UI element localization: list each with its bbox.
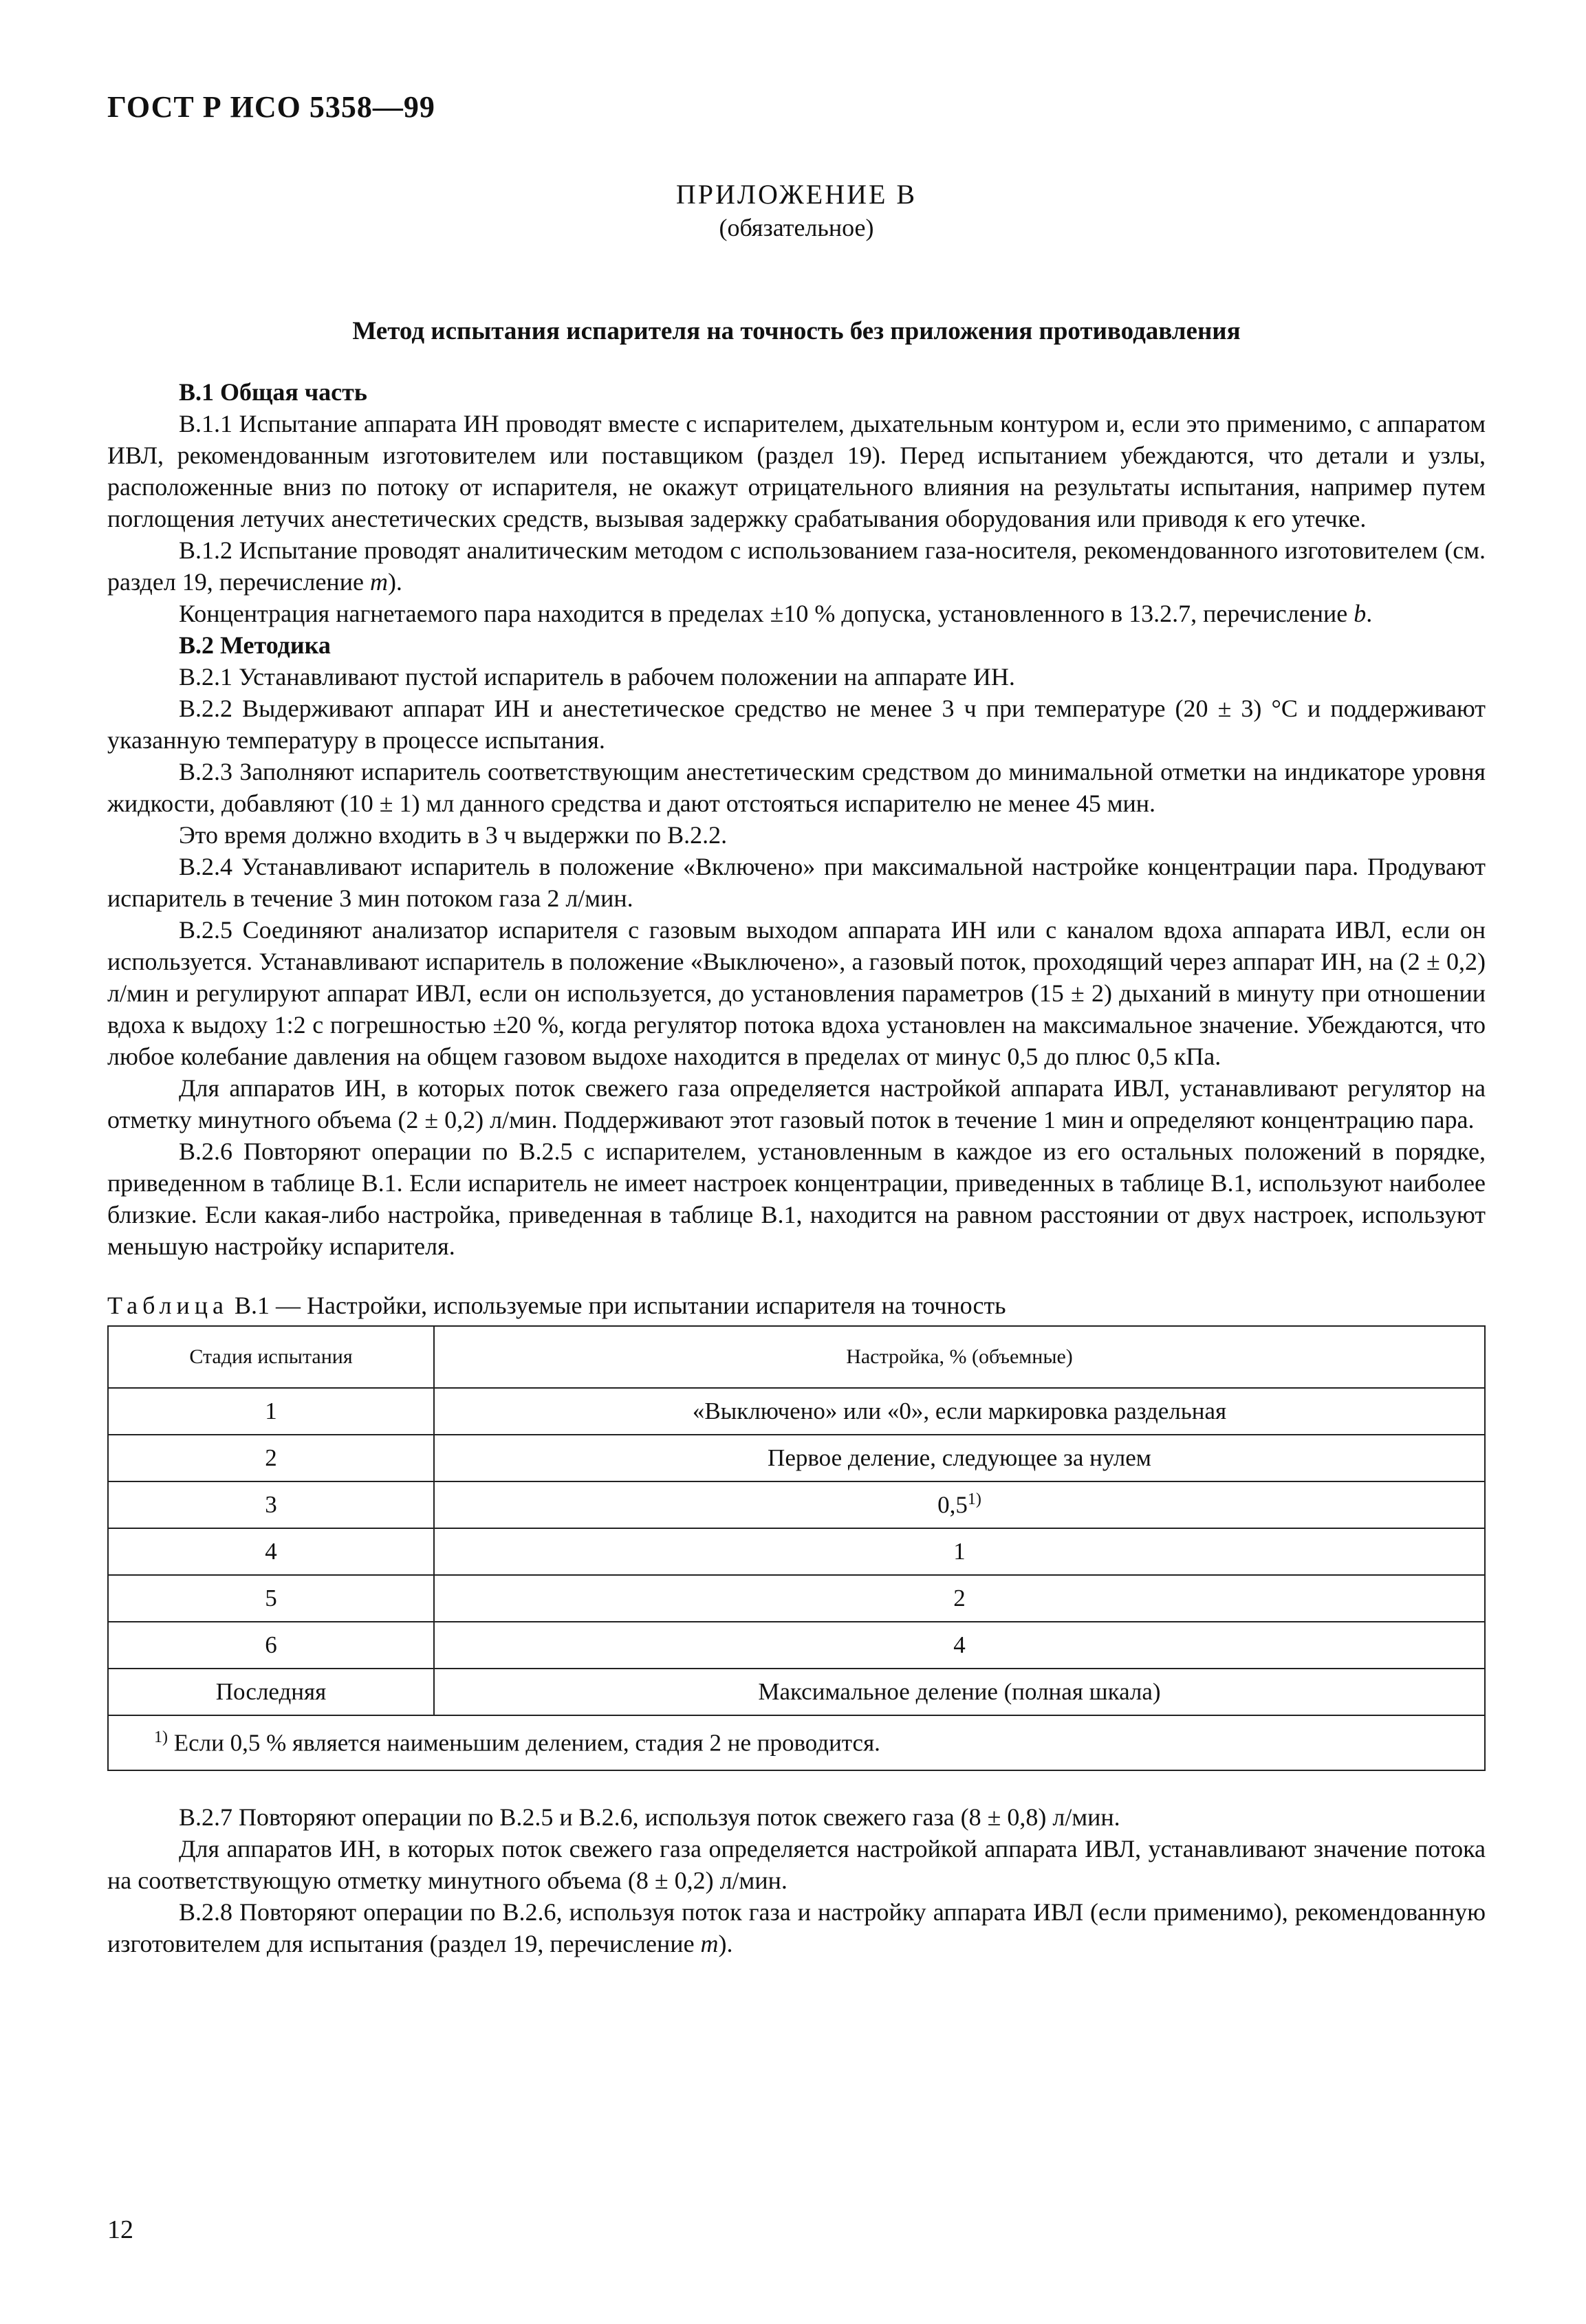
- table-footnote: [108, 1715, 1485, 1770]
- appendix-heading: Метод испытания испарителя на точность без приложения противодавления: [352, 317, 1241, 345]
- table-cell-stage: 2: [108, 1435, 434, 1481]
- table-footnote-row: [108, 1715, 1485, 1770]
- paragraph-b28: [107, 1896, 1486, 1959]
- table-cell-setting: Максимальное деление (полная шкала): [434, 1669, 1485, 1715]
- table-header-stage: Стадия испытания: [108, 1326, 434, 1388]
- paragraph-b28-end: ).: [718, 1930, 733, 1957]
- table-cell-stage: Последняя: [108, 1669, 434, 1715]
- paragraph-b25-ivl: Для аппаратов ИН, в которых поток свежего газа определяется настройкой аппарата ИВЛ, устанавливают регулятор на отметку минутного объема (2 ± 0,2) л/мин. Поддерживают этот газовый поток в течение 1 мин и определяют концентрацию пара.: [107, 1074, 1486, 1133]
- paragraph-b23-note: Это время должно входить в 3 ч выдержки по В.2.2.: [179, 821, 728, 849]
- table-cell-setting: 1: [434, 1528, 1485, 1575]
- paragraph-b24: В.2.4 Устанавливают испаритель в положение «Включено» при максимальной настройке концентрации пара. Продувают испаритель в течение 3 мин потоком газа 2 л/мин.: [107, 853, 1486, 912]
- table-cell-setting: 4: [434, 1622, 1485, 1669]
- page-number: 12: [107, 2215, 133, 2244]
- paragraph-b27-ivl: Для аппаратов ИН, в которых поток свежего газа определяется настройкой аппарата ИВЛ, устанавливают значение потока на соответствующую отметку минутного объема (8 ± 0,2) л/мин.: [107, 1835, 1486, 1894]
- paragraph-b12-text: В.1.2 Испытание проводят аналитическим методом с использованием газа-носителя, рекомендованного изготовителем (см. раздел 19, перечисление: [107, 536, 1486, 596]
- paragraph-concentration-end: .: [1366, 600, 1373, 627]
- table-cell-setting: 2: [434, 1575, 1485, 1622]
- table-cell-setting-value: 0,5: [937, 1491, 968, 1519]
- table-cell-stage: 4: [108, 1528, 434, 1575]
- table-row: [108, 1435, 1485, 1481]
- after-table-section: [107, 1801, 1486, 1959]
- paragraph-b12-end: ).: [387, 568, 402, 596]
- paragraph-b21: В.2.1 Устанавливают пустой испаритель в рабочем положении на аппарате ИН.: [179, 663, 1015, 691]
- document-code-header: ГОСТ Р ИСО 5358—99: [107, 90, 435, 124]
- paragraph-b23: В.2.3 Заполняют испаритель соответствующим анестетическим средством до минимальной отметки на индикаторе уровня жидкости, добавляют (10 ± 1) мл данного средства и дают отстояться испарителю не менее 45 мин.: [107, 758, 1486, 817]
- table-cell-stage: 5: [108, 1575, 434, 1622]
- table-header-setting: Настройка, % (объемные): [434, 1326, 1485, 1388]
- table-cell-setting: Первое деление, следующее за нулем: [434, 1435, 1485, 1481]
- table-caption: [107, 1290, 1486, 1321]
- table-row: [108, 1528, 1485, 1575]
- table-row: [108, 1388, 1485, 1435]
- footnote-ref: 1): [967, 1490, 981, 1509]
- table-caption-text: В.1 — Настройки, используемые при испытании испарителя на точность: [228, 1292, 1006, 1319]
- footnote-mark: 1): [154, 1728, 168, 1747]
- paragraph-b12: [107, 534, 1486, 598]
- table-caption-word: Таблица: [107, 1292, 228, 1319]
- table-row: [108, 1669, 1485, 1715]
- paragraph-b25: В.2.5 Соединяют анализатор испарителя с газовым выходом аппарата ИН или с каналом вдоха аппарата ИВЛ, если он используется. Устанавливают испаритель в положение «Выключено», а газовый поток, проходящий через аппарат ИН, на (2 ± 0,2) л/мин и регулируют аппарат ИВЛ, если он используется, до установления параметров (15 ± 2) дыханий в минуту при отношении вдоха к выдоху 1:2 с погрешностью ±20 %, когда регулятор потока вдоха установлен на максимальное значение. Убеждаются, что любое колебание давления на общем газовом выдохе находится в пределах от минус 0,5 до плюс 0,5 кПа.: [107, 916, 1486, 1070]
- paragraph-concentration: [107, 598, 1486, 629]
- table-header-row: [108, 1326, 1485, 1388]
- enum-letter: m: [369, 568, 388, 596]
- document-page: [107, 89, 1486, 1959]
- paragraph-concentration-text: Концентрация нагнетаемого пара находится в пределах ±10 % допуска, установленного в 13.2.7, перечисление: [179, 600, 1354, 627]
- paragraph-b22: В.2.2 Выдерживают аппарат ИН и анестетическое средство не менее 3 ч при температуре (20 ± 3) °С и поддерживают указанную температуру в процессе испытания.: [107, 695, 1486, 754]
- table-cell-stage: 3: [108, 1481, 434, 1528]
- table-cell-stage: 6: [108, 1622, 434, 1669]
- paragraph-b28-text: В.2.8 Повторяют операции по В.2.6, используя поток газа и настройку аппарата ИВЛ (если применимо), рекомендованную изготовителем для испытания (раздел 19, перечисление: [107, 1898, 1486, 1957]
- appendix-status: (обязательное): [719, 214, 874, 241]
- footnote-text: Если 0,5 % является наименьшим делением, стадия 2 не проводится.: [168, 1729, 880, 1757]
- enum-letter: m: [700, 1930, 719, 1957]
- table-cell-stage: 1: [108, 1388, 434, 1435]
- table-row: [108, 1575, 1485, 1622]
- paragraph-b11: В.1.1 Испытание аппарата ИН проводят вместе с испарителем, дыхательным контуром и, если это применимо, с аппаратом ИВЛ, рекомендованным изготовителем или поставщиком (раздел 19). Перед испытанием убеждаются, что детали и узлы, расположенные вниз по потоку от испарителя, не окажут отрицательного влияния на результаты испытания, например путем поглощения летучих анестетических средств, вызывая задержку срабатывания оборудования или приводя к его утечке.: [107, 410, 1486, 532]
- table-cell-setting: «Выключено» или «0», если маркировка раздельная: [434, 1388, 1485, 1435]
- appendix-title: ПРИЛОЖЕНИЕ В: [675, 179, 917, 210]
- paragraph-b27: В.2.7 Повторяют операции по В.2.5 и В.2.6, используя поток свежего газа (8 ± 0,8) л/мин.: [179, 1803, 1120, 1831]
- table-row: [108, 1481, 1485, 1528]
- paragraph-b26: В.2.6 Повторяют операции по В.2.5 с испарителем, установленным в каждое из его остальных положений в порядке, приведенном в таблице В.1. Если испаритель не имеет настроек концентрации, приведенных в таблице В.1, используют наиболее близкие. Если какая-либо настройка, приведенная в таблице В.1, находится на равном расстоянии от двух настроек, используют меньшую настройку испарителя.: [107, 1138, 1486, 1260]
- enum-letter: b: [1354, 600, 1367, 627]
- section-title-general: В.1 Общая часть: [179, 378, 367, 406]
- settings-table: [107, 1325, 1486, 1771]
- table-row: [108, 1622, 1485, 1669]
- table-cell-setting: [434, 1481, 1485, 1528]
- section-title-method: В.2 Методика: [179, 631, 331, 659]
